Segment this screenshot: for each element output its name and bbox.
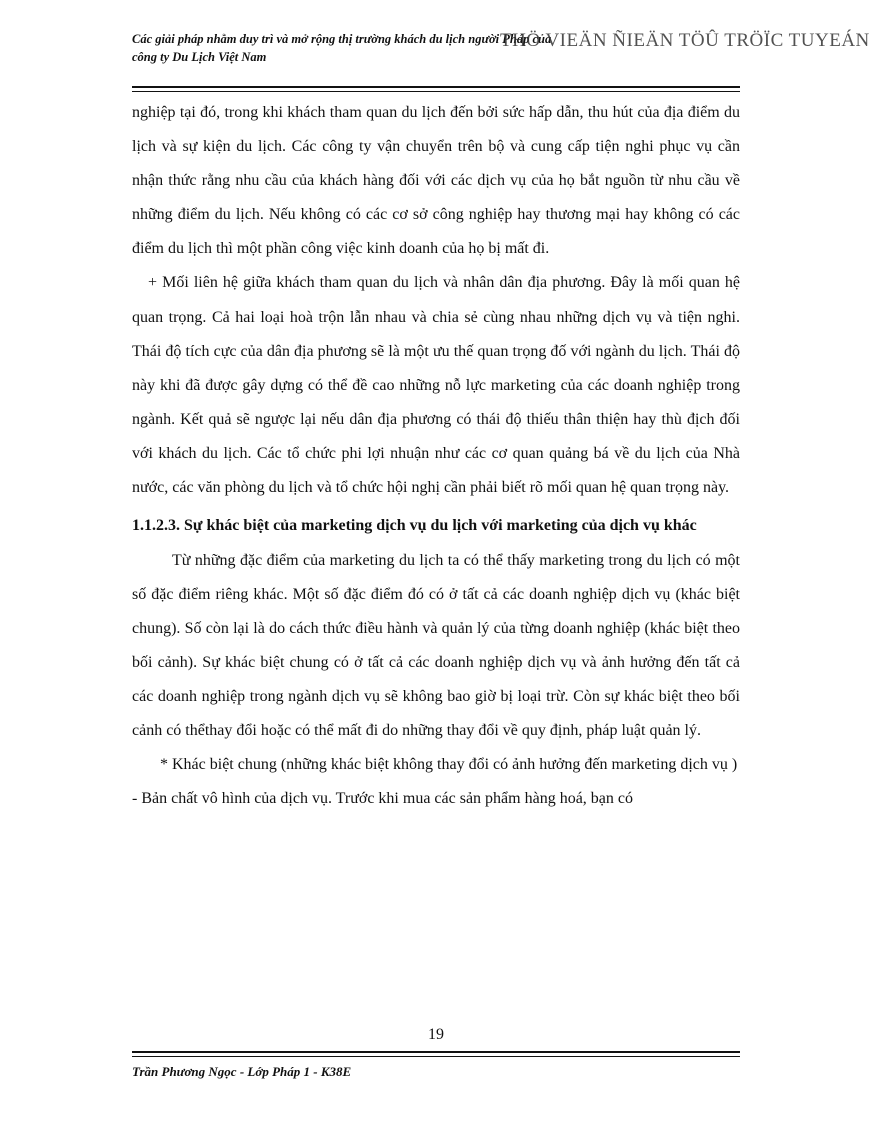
body-paragraph: nghiệp tại đó, trong khi khách tham quan du lịch đến bởi sức hấp dẫn, thu hút của địa điểm du lịch và sự kiện du lịch. Các công ty vận chuyển trên bộ và cung cấp tiện nghi phục vụ cần nhận thức rằng nhu cầu của khách hàng đối với các dịch vụ của họ bắt nguồn từ nhu cầu về những điểm du lịch. Nếu không có các cơ sở công nghiệp hay thương mại hay không có các điểm du lịch thì một phần công việc kinh doanh của họ bị mất đi. — [132, 104, 740, 258]
page-body — [132, 96, 740, 816]
header-title: Các giải pháp nhằm duy trì và mở rộng thị trường khách du lịch người Pháp của công ty Du Lịch Việt Nam — [132, 32, 552, 64]
header-rule — [132, 86, 740, 92]
body-paragraph: Từ những đặc điểm của marketing du lịch ta có thể thấy marketing trong du lịch có một số đặc điểm riêng khác. Một số đặc điểm đó có ở tất cả các doanh nghiệp dịch vụ (khác biệt chung). Số còn lại là do cách thức điều hành và quản lý của từng doanh nghiệp (khác biệt theo bối cảnh). Sự khác biệt chung có ở tất cả các doanh nghiệp dịch vụ và ảnh hưởng đến tất cả các doanh nghiệp trong ngành dịch vụ sẽ không bao giờ bị loại trừ. Còn sự khác biệt theo bối cảnh có thểthay đổi hoặc có thể mất đi do những thay đổi về quy định, pháp luật quản lý. — [132, 551, 740, 740]
footer-author: Trần Phương Ngọc - Lớp Pháp 1 - K38E — [132, 1064, 352, 1079]
page-number: 19 — [428, 1026, 444, 1043]
body-paragraph: + Mối liên hệ giữa khách tham quan du lịch và nhân dân địa phương. Đây là mối quan hệ quan trọng. Cả hai loại hoà trộn lẫn nhau và chia sẻ cùng nhau những dịch vụ và tiện nghi. Thái độ tích cực của dân địa phương sẽ là một ưu thế quan trọng đố với ngành du lịch. Thái độ này khi đã được gây dựng có thể đề cao những nỗ lực marketing của các doanh nghiệp trong ngành. Kết quả sẽ ngược lại nếu dân địa phương có thái độ thiếu thân thiện hay thù địch đối với khách du lịch. Các tổ chức phi lợi nhuận như các cơ quan quảng bá về du lịch của Nhà nước, các văn phòng du lịch và tổ chức hội nghị cần phải biết rõ mối quan hệ quan trọng này. — [132, 274, 740, 497]
body-paragraph: * Khác biệt chung (những khác biệt không thay đổi có ảnh hưởng đến marketing dịch vụ ) — [160, 756, 738, 774]
section-heading: 1.1.2.3. Sự khác biệt của marketing dịch vụ du lịch với marketing của dịch vụ khác — [132, 517, 697, 535]
watermark-text: THÖ VIEÄN ÑIEÄN TÖÛ TRÖÏC TUYEÁN — [500, 30, 870, 51]
footer-rule — [132, 1051, 740, 1057]
body-paragraph: - Bản chất vô hình của dịch vụ. Trước khi mua các sản phẩm hàng hoá, bạn có — [132, 790, 634, 808]
